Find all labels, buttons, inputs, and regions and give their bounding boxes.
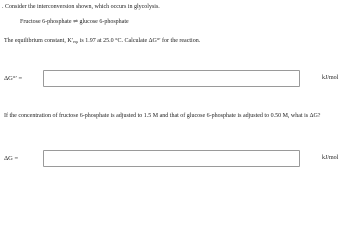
- delta-g-standard-label: ΔG°′ =: [4, 75, 23, 82]
- reaction-equation: Fructose 6-phosphate ⇌ glucose 6-phosphate: [20, 19, 129, 25]
- intro-text: . Consider the interconversion shown, which occurs in glycolysis.: [2, 4, 160, 10]
- delta-g-input[interactable]: [43, 150, 300, 167]
- delta-g-label: ΔG =: [4, 155, 19, 162]
- keq-text-start: The equilibrium constant, K′: [4, 38, 73, 44]
- keq-text-end: , is 1.97 at 25.0 °C. Calculate ΔG°′ for the reaction.: [76, 38, 201, 44]
- delta-g-standard-input[interactable]: [43, 70, 300, 87]
- delta-g-standard-unit: kJ/mol: [322, 75, 339, 81]
- keq-subscript: eq: [72, 39, 77, 44]
- equilibrium-constant-text: [4, 38, 200, 44]
- concentration-question: If the concentration of fructose 6-phosphate is adjusted to 1.5 M and that of glucose 6-phosphate is adjusted to 0.50 M, what is ΔG?: [4, 113, 321, 119]
- delta-g-unit: kJ/mol: [322, 155, 339, 161]
